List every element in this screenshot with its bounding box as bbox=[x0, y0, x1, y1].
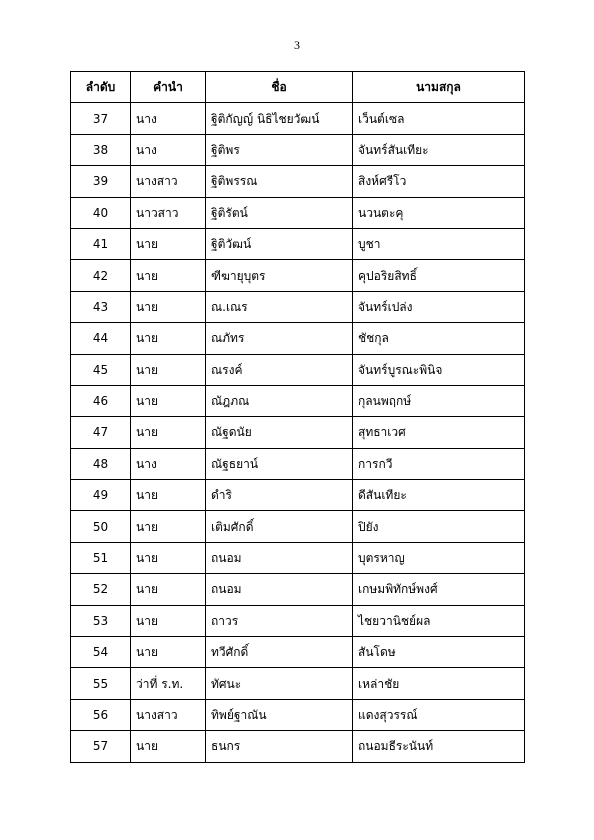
last-name-cell: การกวี bbox=[353, 448, 525, 479]
header-title-prefix: คำนำ bbox=[131, 72, 206, 103]
table-header bbox=[71, 72, 525, 103]
order-cell: 39 bbox=[71, 166, 131, 197]
last-name-cell: ไชยวานิชย์ผล bbox=[353, 605, 525, 636]
table-row bbox=[71, 166, 525, 197]
order-cell: 49 bbox=[71, 480, 131, 511]
table-row bbox=[71, 699, 525, 730]
title-cell: นาย bbox=[131, 417, 206, 448]
first-name-cell: ถนอม bbox=[206, 574, 353, 605]
header-first-name: ชื่อ bbox=[206, 72, 353, 103]
header-last-name: นามสกุล bbox=[353, 72, 525, 103]
order-cell: 52 bbox=[71, 574, 131, 605]
title-cell: นาง bbox=[131, 448, 206, 479]
order-cell: 47 bbox=[71, 417, 131, 448]
first-name-cell: ทัศนะ bbox=[206, 668, 353, 699]
title-cell: นาย bbox=[131, 354, 206, 385]
last-name-cell: ดีสันเทียะ bbox=[353, 480, 525, 511]
table-row bbox=[71, 448, 525, 479]
first-name-cell: ถาวร bbox=[206, 605, 353, 636]
first-name-cell: ณ.เณร bbox=[206, 291, 353, 322]
table-row bbox=[71, 228, 525, 259]
last-name-cell: บูชา bbox=[353, 228, 525, 259]
title-cell: นาย bbox=[131, 260, 206, 291]
last-name-cell: นวนตะคุ bbox=[353, 197, 525, 228]
table-row bbox=[71, 511, 525, 542]
table-row bbox=[71, 354, 525, 385]
title-cell: นางสาว bbox=[131, 166, 206, 197]
first-name-cell: เติมศักดิ์ bbox=[206, 511, 353, 542]
title-cell: นาย bbox=[131, 228, 206, 259]
last-name-cell: จันทร์บูรณะพินิจ bbox=[353, 354, 525, 385]
page-number: 3 bbox=[294, 38, 300, 52]
table-row bbox=[71, 323, 525, 354]
first-name-cell: ฐิติรัตน์ bbox=[206, 197, 353, 228]
first-name-cell: ฑีฆายุบุตร bbox=[206, 260, 353, 291]
order-cell: 37 bbox=[71, 103, 131, 134]
table-body bbox=[71, 103, 525, 762]
order-cell: 45 bbox=[71, 354, 131, 385]
first-name-cell: ถนอม bbox=[206, 542, 353, 573]
name-roster-table bbox=[70, 71, 525, 763]
title-cell: นาย bbox=[131, 637, 206, 668]
table-row bbox=[71, 385, 525, 416]
table-row bbox=[71, 574, 525, 605]
title-cell: นาง bbox=[131, 134, 206, 165]
last-name-cell: เหล่าชัย bbox=[353, 668, 525, 699]
header-order: ลำดับ bbox=[71, 72, 131, 103]
first-name-cell: ณัฎภณ bbox=[206, 385, 353, 416]
order-cell: 43 bbox=[71, 291, 131, 322]
last-name-cell: บุตรหาญ bbox=[353, 542, 525, 573]
table-row bbox=[71, 417, 525, 448]
table-row bbox=[71, 637, 525, 668]
order-cell: 46 bbox=[71, 385, 131, 416]
last-name-cell: แดงสุวรรณ์ bbox=[353, 699, 525, 730]
order-cell: 57 bbox=[71, 731, 131, 762]
order-cell: 56 bbox=[71, 699, 131, 730]
first-name-cell: ณรงค์ bbox=[206, 354, 353, 385]
last-name-cell: สุทธาเวศ bbox=[353, 417, 525, 448]
header-row bbox=[71, 72, 525, 103]
last-name-cell: จันทร์เปล่ง bbox=[353, 291, 525, 322]
last-name-cell: เว็นต์เซล bbox=[353, 103, 525, 134]
table-row bbox=[71, 731, 525, 762]
first-name-cell: ณัฐธยาน์ bbox=[206, 448, 353, 479]
order-cell: 48 bbox=[71, 448, 131, 479]
last-name-cell: กุลนพฤกษ์ bbox=[353, 385, 525, 416]
last-name-cell: สิงห์ศรีโว bbox=[353, 166, 525, 197]
table-row bbox=[71, 480, 525, 511]
last-name-cell: ชัชกุล bbox=[353, 323, 525, 354]
first-name-cell: ดำริ bbox=[206, 480, 353, 511]
title-cell: นาย bbox=[131, 385, 206, 416]
order-cell: 41 bbox=[71, 228, 131, 259]
table-row bbox=[71, 542, 525, 573]
table-row bbox=[71, 134, 525, 165]
order-cell: 55 bbox=[71, 668, 131, 699]
order-cell: 42 bbox=[71, 260, 131, 291]
first-name-cell: ฐิติกัญญ์ นิธิไชยวัฒน์ bbox=[206, 103, 353, 134]
title-cell: นาย bbox=[131, 323, 206, 354]
order-cell: 53 bbox=[71, 605, 131, 636]
last-name-cell: คุปอริยสิทธิ์ bbox=[353, 260, 525, 291]
title-cell: นางสาว bbox=[131, 699, 206, 730]
title-cell: นาย bbox=[131, 511, 206, 542]
title-cell: นาย bbox=[131, 291, 206, 322]
title-cell: นาย bbox=[131, 542, 206, 573]
table-row bbox=[71, 605, 525, 636]
order-cell: 51 bbox=[71, 542, 131, 573]
order-cell: 50 bbox=[71, 511, 131, 542]
table-row bbox=[71, 291, 525, 322]
first-name-cell: ณัฐดนัย bbox=[206, 417, 353, 448]
table-row bbox=[71, 103, 525, 134]
first-name-cell: ฐิติวัฒน์ bbox=[206, 228, 353, 259]
order-cell: 44 bbox=[71, 323, 131, 354]
title-cell: นาวสาว bbox=[131, 197, 206, 228]
title-cell: ว่าที่ ร.ท. bbox=[131, 668, 206, 699]
first-name-cell: ทิพย์ฐาณัน bbox=[206, 699, 353, 730]
last-name-cell: เกษมพิทักษ์พงศ์ bbox=[353, 574, 525, 605]
first-name-cell: ทวีศักดิ์ bbox=[206, 637, 353, 668]
first-name-cell: ธนกร bbox=[206, 731, 353, 762]
last-name-cell: จันทร์สันเทียะ bbox=[353, 134, 525, 165]
first-name-cell: ฐิติพร bbox=[206, 134, 353, 165]
first-name-cell: ณภัทร bbox=[206, 323, 353, 354]
order-cell: 54 bbox=[71, 637, 131, 668]
last-name-cell: ปิยัง bbox=[353, 511, 525, 542]
last-name-cell: ถนอมธีระนันท์ bbox=[353, 731, 525, 762]
table-row bbox=[71, 668, 525, 699]
table-row bbox=[71, 197, 525, 228]
title-cell: นาย bbox=[131, 574, 206, 605]
last-name-cell: สันโดษ bbox=[353, 637, 525, 668]
order-cell: 40 bbox=[71, 197, 131, 228]
first-name-cell: ฐิติพรรณ bbox=[206, 166, 353, 197]
title-cell: นาง bbox=[131, 103, 206, 134]
title-cell: นาย bbox=[131, 605, 206, 636]
order-cell: 38 bbox=[71, 134, 131, 165]
title-cell: นาย bbox=[131, 731, 206, 762]
table-row bbox=[71, 260, 525, 291]
title-cell: นาย bbox=[131, 480, 206, 511]
